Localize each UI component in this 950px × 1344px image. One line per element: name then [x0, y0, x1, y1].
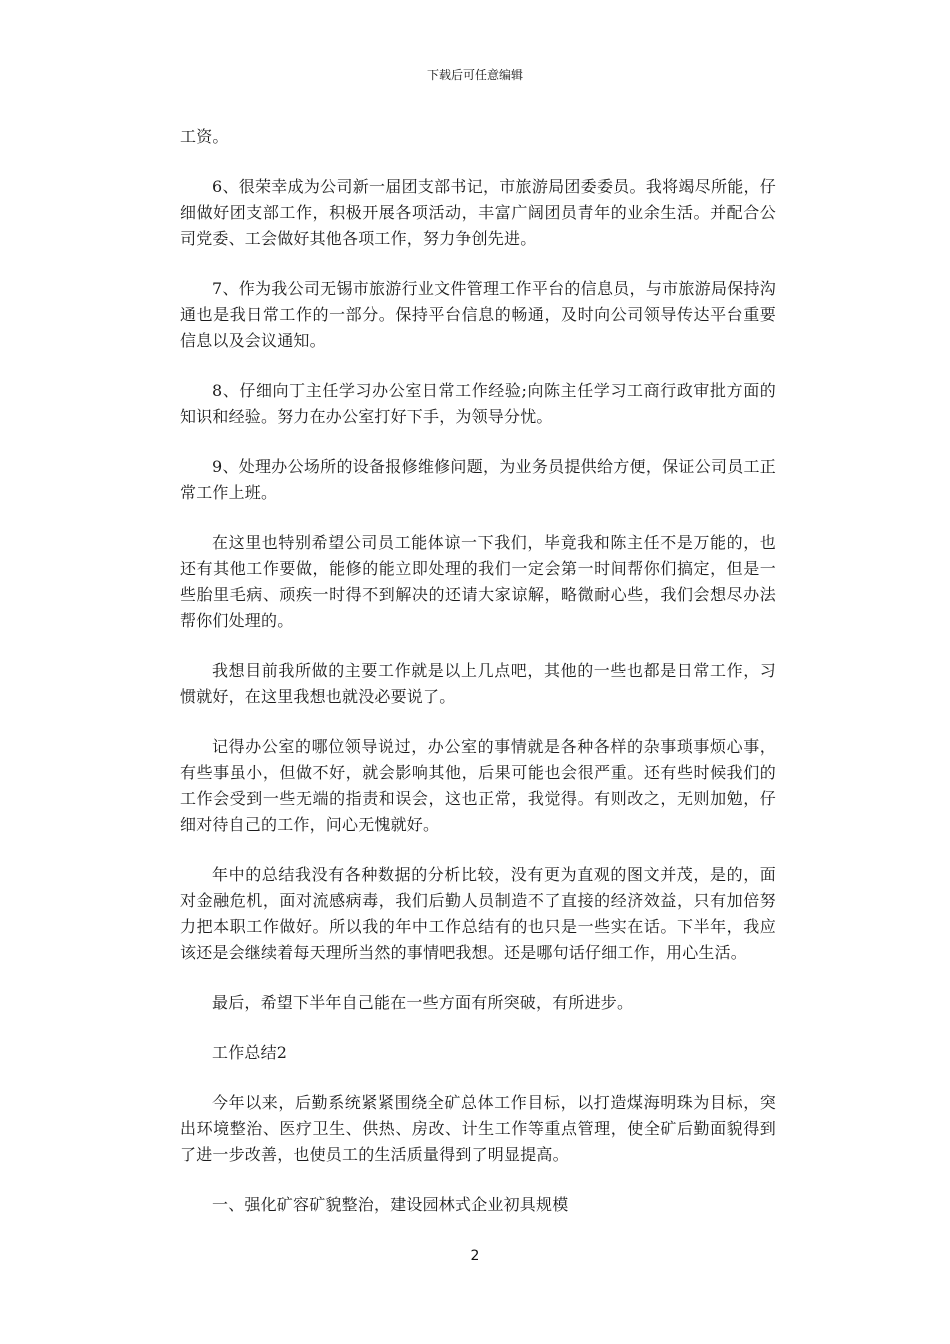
paragraph: 记得办公室的哪位领导说过，办公室的事情就是各种各样的杂事琐事烦心事，有些事虽小，但做不好，就会影响其他，后果可能也会很严重。还有些时候我们的工作会受到一些无端的指责和误会，这也正常，我觉得。有则改之，无则加勉，仔细对待自己的工作，问心无愧就好。 — [180, 737, 776, 834]
paragraph: 9、处理办公场所的设备报修维修问题，为业务员提供给方便，保证公司员工正常工作上班。 — [180, 457, 776, 502]
paragraph: 7、作为我公司无锡市旅游行业文件管理工作平台的信息员，与市旅游局保持沟通也是我日常工作的一部分。保持平台信息的畅通，及时向公司领导传达平台重要信息以及会议通知。 — [180, 279, 776, 350]
page-header: 下载后可任意编辑 — [426, 68, 523, 82]
page-number: 2 — [470, 1248, 480, 1264]
paragraph: 8、仔细向丁主任学习办公室日常工作经验;向陈主任学习工商行政审批方面的知识和经验。努力在办公室打好下手，为领导分忧。 — [180, 381, 776, 426]
paragraph: 年中的总结我没有各种数据的分析比较，没有更为直观的图文并茂，是的，面对金融危机，面对流感病毒，我们后勤人员制造不了直接的经济效益，只有加倍努力把本职工作做好。所以我的年中工作总结有的也只是一些实在话。下半年，我应该还是会继续着每天理所当然的事情吧我想。还是哪句话仔细工作，用心生活。 — [180, 865, 776, 962]
section-heading: 工作总结2 — [212, 1043, 288, 1062]
paragraph: 我想目前我所做的主要工作就是以上几点吧，其他的一些也都是日常工作，习惯就好，在这里我想也就没必要说了。 — [180, 661, 776, 706]
subsection-heading: 一、强化矿容矿貌整治，建设园林式企业初具规模 — [212, 1195, 569, 1214]
paragraph: 工资。 — [180, 127, 229, 146]
paragraph: 在这里也特别希望公司员工能体谅一下我们，毕竟我和陈主任不是万能的，也还有其他工作要做，能修的能立即处理的我们一定会第一时间帮你们搞定，但是一些胎里毛病、顽疾一时得不到解决的还请大家谅解，略微耐心些，我们会想尽办法帮你们处理的。 — [180, 533, 776, 630]
paragraph: 今年以来，后勤系统紧紧围绕全矿总体工作目标，以打造煤海明珠为目标，突出环境整治、医疗卫生、供热、房改、计生工作等重点管理，使全矿后勤面貌得到了进一步改善，也使员工的生活质量得到了明显提高。 — [180, 1093, 776, 1164]
paragraph: 最后，希望下半年自己能在一些方面有所突破，有所进步。 — [212, 993, 634, 1012]
paragraph: 6、很荣幸成为公司新一届团支部书记，市旅游局团委委员。我将竭尽所能，仔细做好团支部工作，积极开展各项活动，丰富广阔团员青年的业余生活。并配合公司党委、工会做好其他各项工作，努力争创先进。 — [180, 177, 776, 248]
document-body — [180, 124, 776, 1242]
